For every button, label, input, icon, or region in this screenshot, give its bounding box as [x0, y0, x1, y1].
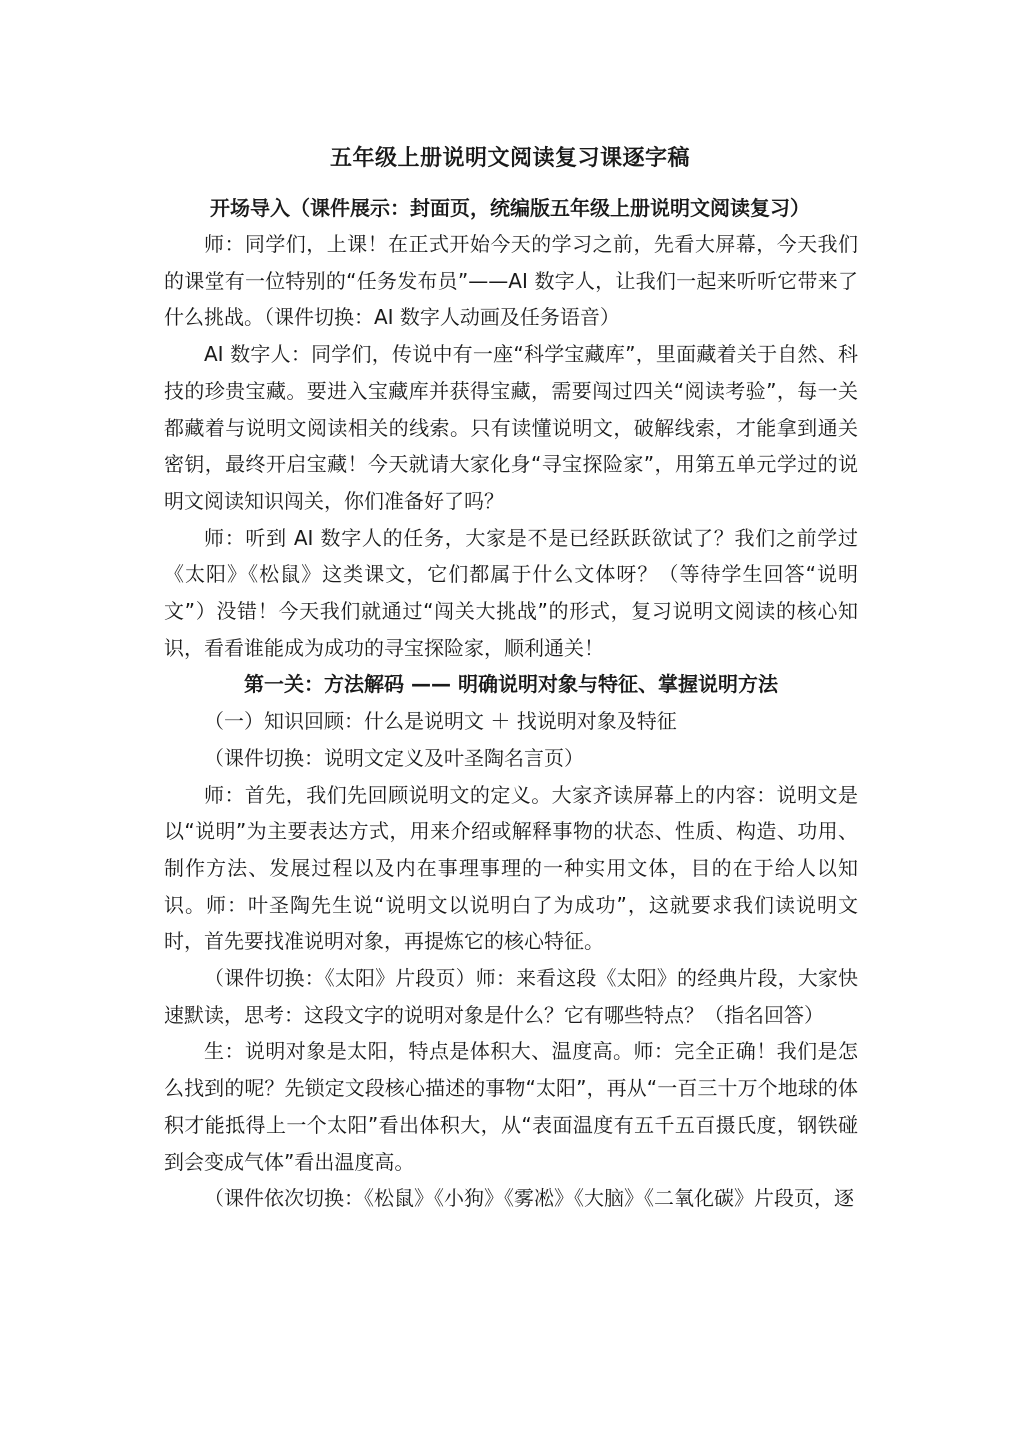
paragraph-slide-switch: （课件切换：说明文定义及叶圣陶名言页） — [204, 745, 584, 770]
paragraph-teacher-opening: 师：同学们，上课！在正式开始今天的学习之前，先看大屏幕，今天我们的课堂有一位特别的“任务发布员”——AI 数字人，让我们一起来听听它带来了什么挑战。（课件切换：AI 数字人动画及任务语音） — [164, 232, 858, 330]
document-body — [164, 226, 858, 1217]
subheading-knowledge-review: （一）知识回顾：什么是说明文 ＋ 找说明对象及特征 — [204, 709, 677, 734]
level1-heading: 第一关：方法解码 —— 明确说明对象与特征、掌握说明方法 — [244, 672, 778, 697]
paragraph-slides-sequence: （课件依次切换：《松鼠》《小狗》《雾凇》《大脑》《二氧化碳》片段页，逐 — [204, 1186, 854, 1211]
document-title: 五年级上册说明文阅读复习课逐字稿 — [329, 146, 690, 171]
paragraph-sun-excerpt: （课件切换：《太阳》片段页）师：来看这段《太阳》的经典片段，大家快速默读，思考：这段文字的说明对象是什么？它有哪些特点？（指名回答） — [164, 966, 858, 1027]
paragraph-student-answer: 生：说明对象是太阳，特点是体积大、温度高。师：完全正确！我们是怎么找到的呢？先锁定文段核心描述的事物“太阳”，再从“一百三十万个地球的体积才能抵得上一个太阳”看出体积大，从“表面温度有五千五百摄氏度，钢铁碰到会变成气体”看出温度高。 — [164, 1039, 858, 1174]
intro-heading: 开场导入（课件展示：封面页，统编版五年级上册说明文阅读复习） — [210, 196, 810, 220]
paragraph-ai-speech: AI 数字人：同学们，传说中有一座“科学宝藏库”，里面藏着关于自然、科技的珍贵宝藏。要进入宝藏库并获得宝藏，需要闯过四关“阅读考验”，每一关都藏着与说明文阅读相关的线索。只有读懂说明文，破解线索，才能拿到通关密钥，最终开启宝藏！今天就请大家化身“寻宝探险家”，用第五单元学过的说明文阅读知识闯关，你们准备好了吗？ — [164, 342, 858, 513]
paragraph-definition: 师：首先，我们先回顾说明文的定义。大家齐读屏幕上的内容：说明文是以“说明”为主要表达方式，用来介绍或解释事物的状态、性质、构造、功用、制作方法、发展过程以及内在事理事理的一种实用文体，目的在于给人以知识。师：叶圣陶先生说“说明文以说明白了为成功”，这就要求我们读说明文时，首先要找准说明对象，再提炼它的核心特征。 — [164, 782, 858, 954]
paragraph-teacher-intro: 师：听到 AI 数字人的任务，大家是不是已经跃跃欲试了？我们之前学过《太阳》《松鼠》这类课文，它们都属于什么文体呀？（等待学生回答“说明文”）没错！今天我们就通过“闯关大挑战”的形式，复习说明文阅读的核心知识，看看谁能成为成功的寻宝探险家，顺利通关！ — [164, 525, 858, 660]
